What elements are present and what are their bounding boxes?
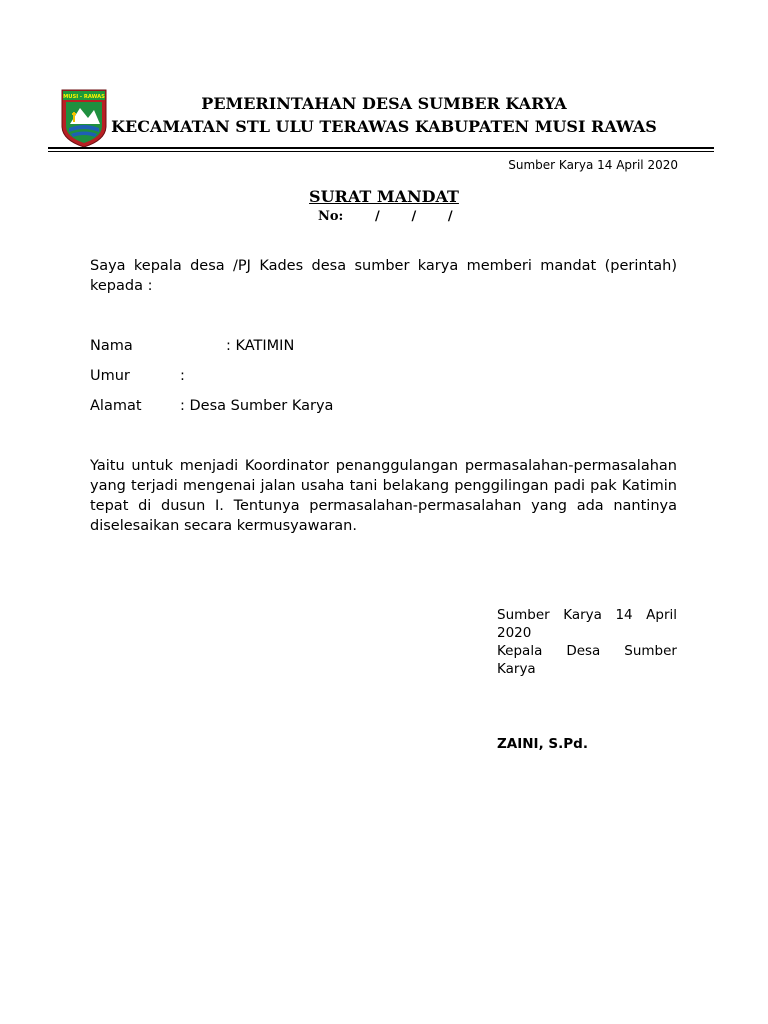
intro-paragraph: Saya kepala desa /PJ Kades desa sumber karya memberi mandat (perintah) kepada : [90,258,677,294]
field-label: Umur [90,368,130,384]
signature-role-line-1: Kepala Desa Sumber [497,643,677,659]
closing-paragraph: Yaitu untuk menjadi Koordinator penanggulangan permasalahan-permasalahan yang terjadi mengenai jalan usaha tani belakang penggilingan padi pak Katimin tepat di dusun I. Tentunya permasalahan-permasalahan yang ada nantinya diselesaikan secara kermusyawaran. [90,458,677,534]
field-alamat [90,396,333,416]
signatory-name: ZAINI, S.Pd. [497,736,588,752]
field-label: Alamat [90,398,142,414]
letterhead-line-1: PEMERINTAHAN DESA SUMBER KARYA [201,94,567,113]
letterhead-line-2: KECAMATAN STL ULU TERAWAS KABUPATEN MUSI RAWAS [111,117,657,136]
letter-number-label: No: [318,209,344,224]
field-label: Nama [90,338,133,354]
field-value: : KATIMIN [226,338,295,354]
signature-date-line-1: Sumber Karya 14 April [497,607,677,623]
field-umur [90,366,185,386]
signature-date-line-2: 2020 [497,625,532,641]
letter-number [318,209,453,224]
logo-text: MUSI - RAWAS [63,94,105,100]
signature-block [497,606,677,678]
field-value: : [180,368,185,384]
letter-title: SURAT MANDAT [309,187,459,206]
letter-number-separators: / / / [375,209,453,224]
field-nama [90,336,294,356]
letter-date: Sumber Karya 14 April 2020 [508,158,678,172]
letterhead-divider-thin [48,151,714,152]
signature-role-line-2: Karya [497,661,536,677]
letterhead-divider-thick [48,147,714,149]
field-value: : Desa Sumber Karya [180,398,334,414]
musi-rawas-emblem-logo [60,88,108,148]
